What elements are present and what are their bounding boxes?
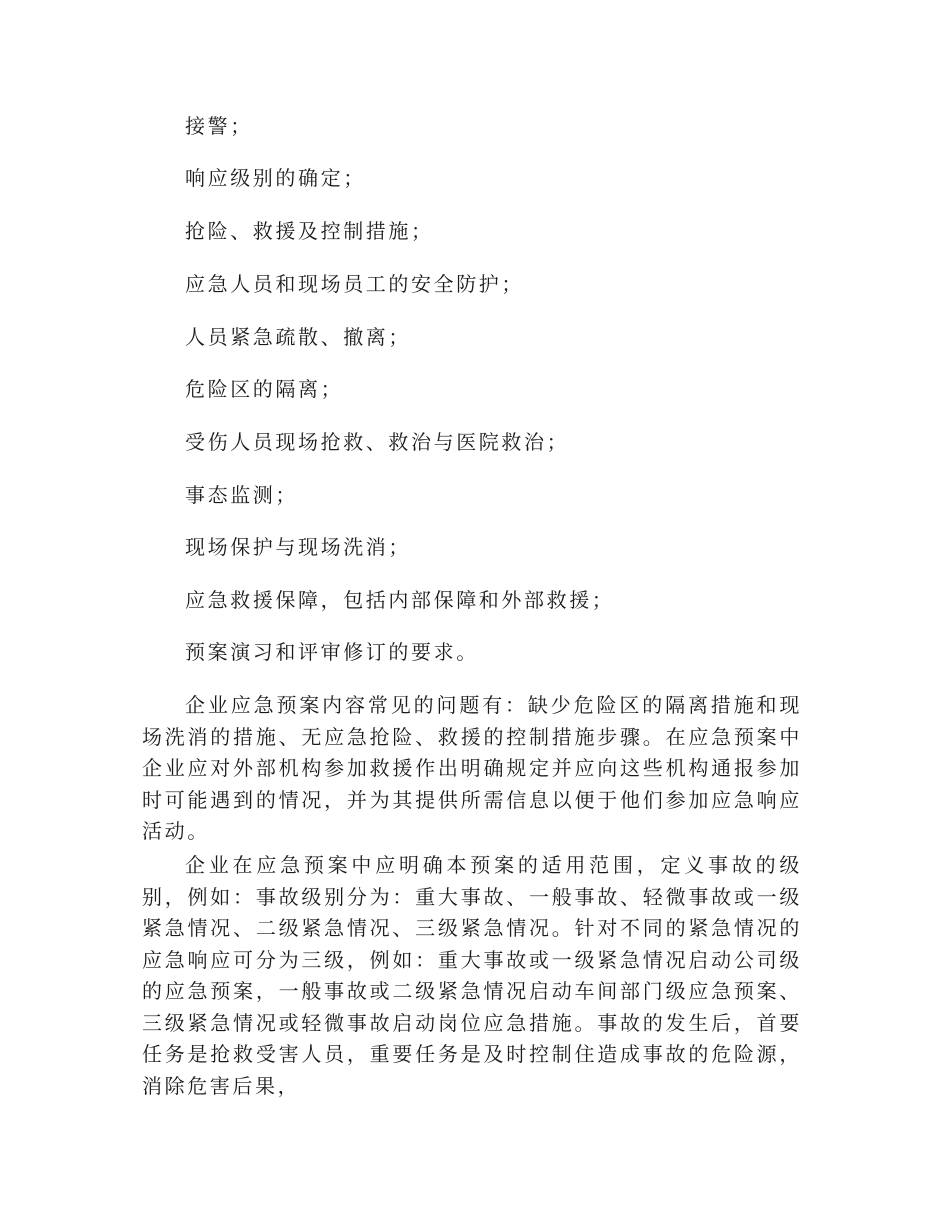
- list-item: 预案演习和评审修订的要求。: [185, 640, 479, 664]
- list-item: 受伤人员现场抢救、救治与医院救治；: [185, 430, 570, 454]
- list-item: 危险区的隔离；: [185, 377, 344, 401]
- list-item: 现场保护与现场洗消；: [185, 535, 411, 559]
- list-item: 应急人员和现场员工的安全防护；: [185, 272, 524, 296]
- list-item: 事态监测；: [185, 483, 298, 507]
- paragraph: 企业在应急预案中应明确本预案的适用范围，定义事故的级别，例如：事故级别分为：重大事故、一般事故、轻微事故或一级紧急情况、二级紧急情况、三级紧急情况。针对不同的紧急情况的应急响应可分为三级，例如：重大事故或一级紧急情况启动公司级的应急预案，一般事故或二级紧急情况启动车间部门级应急预案、三级紧急情况或轻微事故启动岗位应急措施。事故的发生后，首要任务是抢救受害人员，重要任务是及时控制住造成事故的危险源，消除危害后果，: [142, 853, 802, 1098]
- list-item: 应急救援保障，包括内部保障和外部救援；: [185, 588, 615, 612]
- list-item: 抢险、救援及控制措施；: [185, 219, 434, 243]
- list-item: 人员紧急疏散、撤离；: [185, 325, 411, 349]
- list-item: 响应级别的确定；: [185, 166, 366, 190]
- paragraph: 企业应急预案内容常见的问题有：缺少危险区的隔离措施和现场洗消的措施、无应急抢险、救援的控制措施步骤。在应急预案中企业应对外部机构参加救援作出明确规定并应向这些机构通报参加时可能遇到的情况，并为其提供所需信息以便于他们参加应急响应活动。: [142, 693, 802, 843]
- list-item: 接警；: [185, 114, 253, 138]
